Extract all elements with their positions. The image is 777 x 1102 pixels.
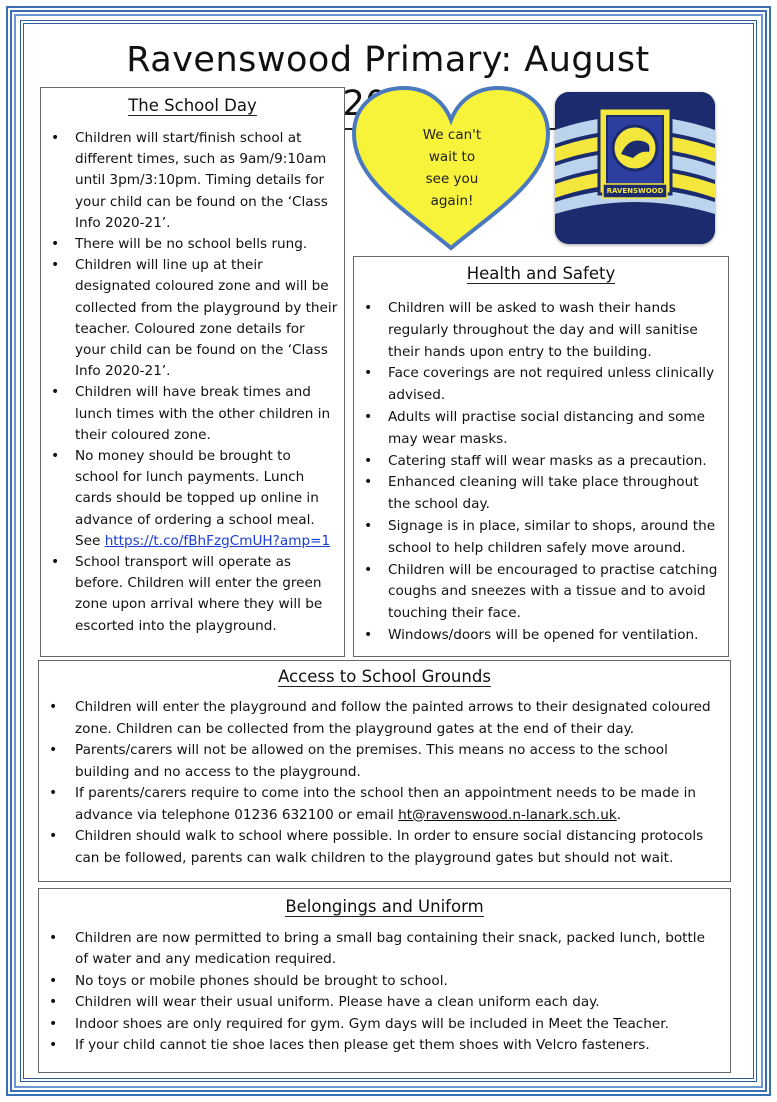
list-item: • If your child cannot tie shoe laces then please get them shoes with Velcro fasteners. <box>39 1035 730 1056</box>
school-day-heading-text: The School Day <box>128 96 257 115</box>
access-list <box>39 697 730 869</box>
belongings-heading <box>39 897 730 917</box>
list-item: • Children will start/finish school at different times, such as 9am/9:10am until 3pm/3:10pm. Timing details for your child can be found on the ‘Class Info 2020-21’. <box>41 128 344 234</box>
list-item: • Parents/carers will not be allowed on the premises. This means no access to the school building and no access to the playground. <box>39 740 730 783</box>
list-item: • Windows/doors will be opened for ventilation. <box>354 625 728 647</box>
health-list <box>354 298 728 647</box>
heart-line: again! <box>430 193 474 209</box>
school-day-heading <box>41 96 344 116</box>
list-item: • Children will be encouraged to practise catching coughs and sneezes with a tissue and to avoid touching their face. <box>354 560 728 625</box>
access-section <box>38 660 731 882</box>
heart-line: wait to <box>428 149 476 165</box>
list-item: • Children will wear their usual uniform. Please have a clean uniform each day. <box>39 992 730 1013</box>
access-heading <box>39 667 730 687</box>
school-day-list <box>41 128 344 637</box>
health-safety-section <box>353 256 729 657</box>
belongings-section <box>38 888 731 1073</box>
heart-message <box>406 124 498 212</box>
health-heading <box>354 264 728 284</box>
list-item: • Signage is in place, similar to shops, around the school to help children safely move around. <box>354 516 728 560</box>
heart-line: see you <box>425 171 479 187</box>
list-item: • Children will be asked to wash their hands regularly throughout the day and will sanitise their hands upon entry to the building. <box>354 298 728 363</box>
contact-text: If parents/carers require to come into the school then an appointment needs to be made in advance via telephone 01236 632100 or email <box>75 785 696 823</box>
school-logo <box>555 92 715 244</box>
lunch-money-text: No money should be brought to school for lunch payments. Lunch cards should be topped up online in advance of ordering a school meal. See <box>75 448 319 549</box>
list-item: • Enhanced cleaning will take place throughout the school day. <box>354 472 728 516</box>
list-item: • School transport will operate as before. Children will enter the green zone upon arrival where they will be escorted into the playground. <box>41 552 344 637</box>
logo-label: RAVENSWOOD <box>606 187 664 195</box>
list-item: • No toys or mobile phones should be brought to school. <box>39 971 730 992</box>
belongings-list <box>39 928 730 1056</box>
school-day-section <box>40 87 345 657</box>
school-crest-icon <box>555 92 715 244</box>
list-item: • Indoor shoes are only required for gym. Gym days will be included in Meet the Teacher. <box>39 1014 730 1035</box>
list-item: • Children should walk to school where possible. In order to ensure social distancing protocols can be followed, parents can walk children to the playground gates but should not wait. <box>39 826 730 869</box>
page-title: Ravenswood Primary: August <box>100 38 676 130</box>
list-item: • Face coverings are not required unless clinically advised. <box>354 363 728 407</box>
health-heading-text: Health and Safety <box>466 264 616 283</box>
heart-line: We can't <box>422 127 482 143</box>
list-item: • Adults will practise social distancing and some may wear masks. <box>354 407 728 451</box>
heart-graphic <box>348 84 554 254</box>
list-item: • Children will have break times and lunch times with the other children in their coloured zone. <box>41 382 344 446</box>
list-item: • Catering staff will wear masks as a precaution. <box>354 451 728 473</box>
list-item: • Children will enter the playground and follow the painted arrows to their designated coloured zone. Children can be collected from the playground gates at the end of their day. <box>39 697 730 740</box>
list-item: • There will be no school bells rung. <box>41 234 344 255</box>
contact-suffix: . <box>616 806 622 823</box>
lunch-payment-link[interactable]: https://t.co/fBhFzgCmUH?amp=1 <box>104 532 331 549</box>
list-item: • Children are now permitted to bring a small bag containing their snack, packed lunch, bottle of water and any medication required. <box>39 928 730 971</box>
contact-email-link[interactable]: ht@ravenswood.n-lanark.sch.uk <box>398 806 617 823</box>
access-heading-text: Access to School Grounds <box>278 667 491 686</box>
list-item-lunch-money <box>41 446 344 552</box>
belongings-heading-text: Belongings and Uniform <box>285 897 484 916</box>
list-item-contact <box>39 783 730 826</box>
list-item: • Children will line up at their designated coloured zone and will be collected from the playground by their teacher. Coloured zone details for your child can be found on the ‘Class Info 2020-21’. <box>41 255 344 382</box>
